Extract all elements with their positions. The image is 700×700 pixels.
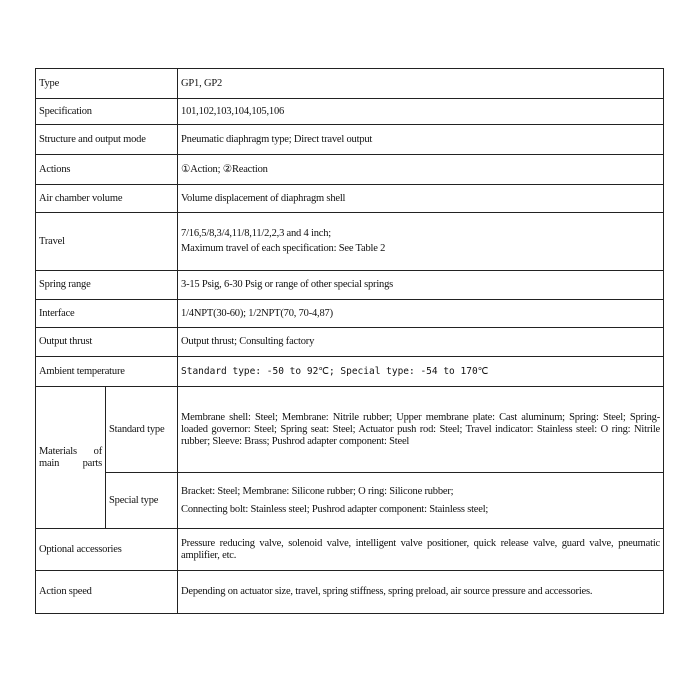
special-line-2: Connecting bolt: Stainless steel; Pushrod adapter component: Stainless steel; <box>181 503 489 515</box>
row-label: Optional accessories <box>36 529 178 571</box>
row-label: Air chamber volume <box>36 185 178 213</box>
table-row-materials-special <box>36 473 664 529</box>
row-label: Specification <box>36 99 178 125</box>
materials-label <box>36 387 106 529</box>
row-label: Action speed <box>36 571 178 614</box>
table-row-structure <box>36 125 664 155</box>
special-line-1: Bracket: Steel; Membrane: Silicone rubber; O ring: Silicone rubber; <box>181 485 454 497</box>
row-label: Output thrust <box>36 328 178 357</box>
row-value <box>178 213 664 271</box>
row-label: Interface <box>36 300 178 328</box>
materials-label-text: Materials of main parts <box>39 445 102 469</box>
table-row-action-speed <box>36 571 664 614</box>
row-label: Travel <box>36 213 178 271</box>
row-value: Volume displacement of diaphragm shell <box>178 185 664 213</box>
standard-type-value: Membrane shell: Steel; Membrane: Nitrile rubber; Upper membrane plate: Cast aluminum; Spring: Steel; Spring-loaded governor: Steel; Spring seat: Steel; Actuator push rod: Steel; Travel indicator: Stainless steel: O ring: Nitrile rubber; Sleeve: Brass; Pushrod adapter component: Steel <box>178 387 664 473</box>
row-value: 3-15 Psig, 6-30 Psig or range of other special springs <box>178 271 664 300</box>
table-row-actions <box>36 155 664 185</box>
row-value: 101,102,103,104,105,106 <box>178 99 664 125</box>
standard-type-label: Standard type <box>106 387 178 473</box>
table-row-interface <box>36 300 664 328</box>
specification-table <box>35 68 664 614</box>
row-label: Structure and output mode <box>36 125 178 155</box>
special-type-label: Special type <box>106 473 178 529</box>
table-row-optional-accessories <box>36 529 664 571</box>
travel-line-2: Maximum travel of each specification: See Table 2 <box>181 243 386 254</box>
row-value: Pressure reducing valve, solenoid valve, intelligent valve positioner, quick release valve, guard valve, pneumatic amplifier, etc. <box>178 529 664 571</box>
table-row-travel <box>36 213 664 271</box>
row-value: 1/4NPT(30-60); 1/2NPT(70, 70-4,87) <box>178 300 664 328</box>
row-value: Pneumatic diaphragm type; Direct travel output <box>178 125 664 155</box>
row-label: Type <box>36 69 178 99</box>
row-value: ①Action; ②Reaction <box>178 155 664 185</box>
special-type-value <box>178 473 664 529</box>
table-row-specification <box>36 99 664 125</box>
travel-line-1: 7/16,5/8,3/4,11/8,11/2,2,3 and 4 inch; <box>181 228 332 239</box>
table-row-ambient-temperature <box>36 357 664 387</box>
table-row-materials-standard <box>36 387 664 473</box>
table-row-output-thrust <box>36 328 664 357</box>
row-label: Spring range <box>36 271 178 300</box>
row-value: Depending on actuator size, travel, spring stiffness, spring preload, air source pressure and accessories. <box>178 571 664 614</box>
table-row-spring-range <box>36 271 664 300</box>
row-value: Standard type: -50 to 92℃; Special type: -54 to 170℃ <box>178 357 664 387</box>
row-value: GP1, GP2 <box>178 69 664 99</box>
table-row-type <box>36 69 664 99</box>
row-label: Ambient temperature <box>36 357 178 387</box>
row-label: Actions <box>36 155 178 185</box>
table-row-air-chamber <box>36 185 664 213</box>
row-value: Output thrust; Consulting factory <box>178 328 664 357</box>
